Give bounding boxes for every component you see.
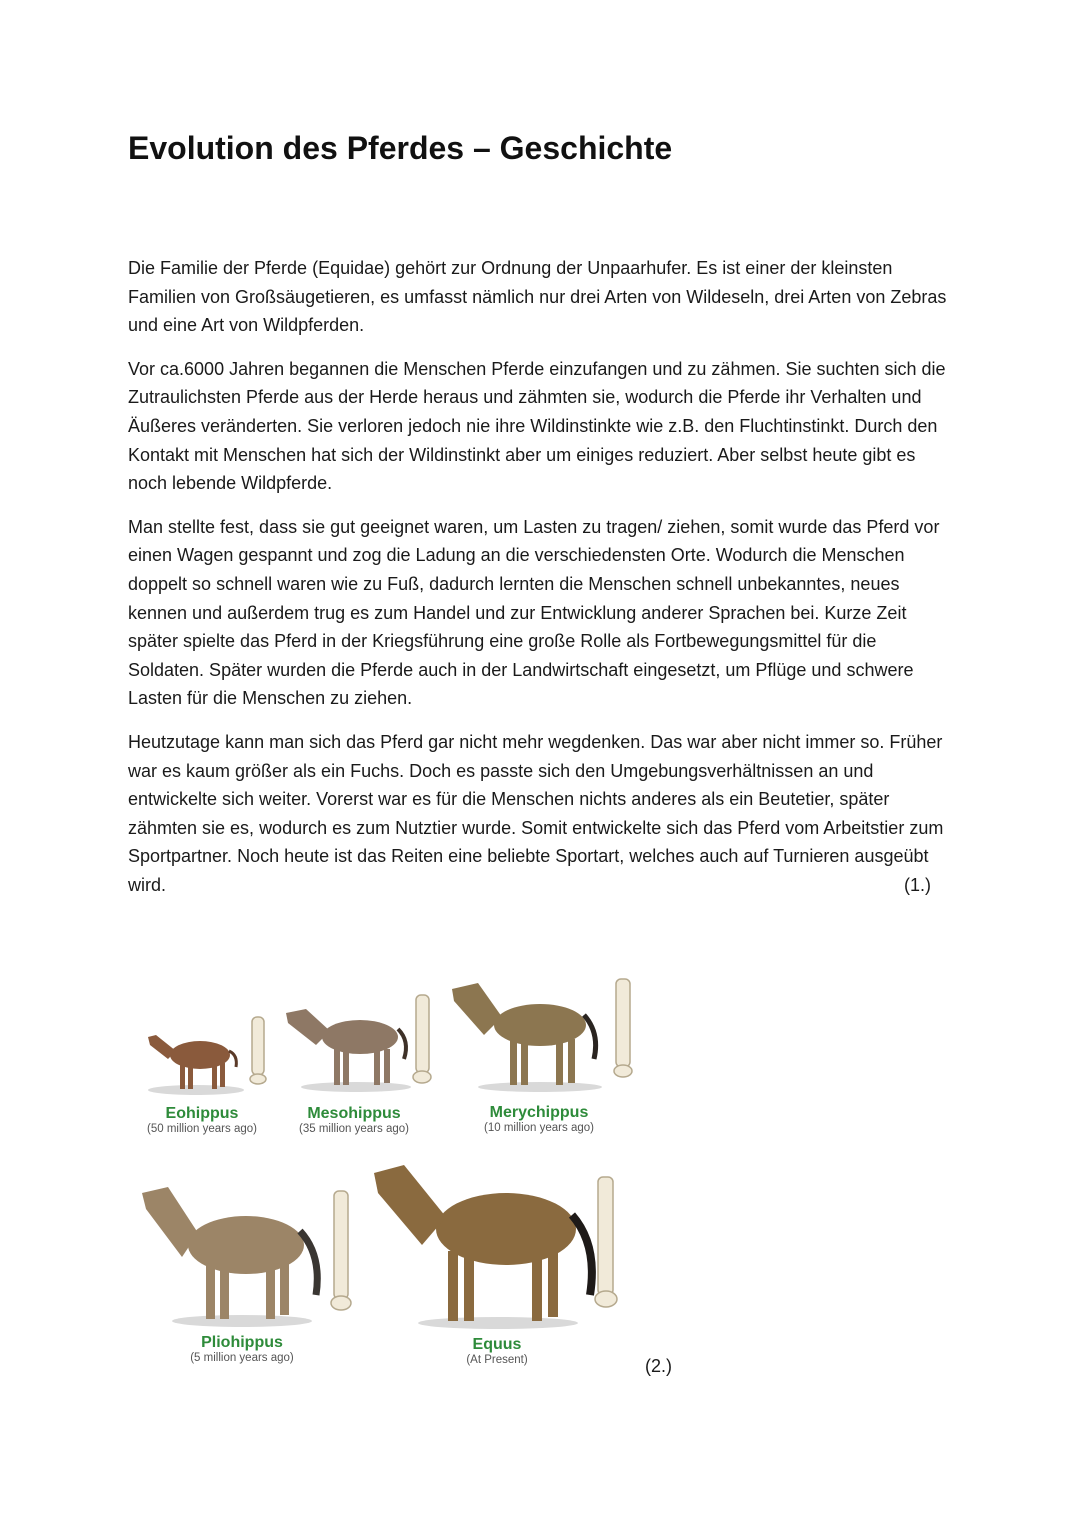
mesohippus-illustration	[286, 995, 431, 1092]
merychippus-illustration	[452, 979, 632, 1092]
mesohippus-age: (35 million years ago)	[299, 1123, 409, 1135]
mesohippus-label: Mesohippus	[307, 1105, 401, 1122]
equus-age: (At Present)	[466, 1354, 528, 1366]
horse-evolution-figure	[128, 955, 648, 1385]
mesohippus-foot-bone-icon	[413, 995, 431, 1083]
reference-2: (2.)	[645, 1356, 672, 1376]
merychippus-age: (10 million years ago)	[484, 1122, 594, 1134]
eohippus-age: (50 million years ago)	[147, 1123, 257, 1135]
eohippus-label: Eohippus	[165, 1105, 239, 1122]
reference-1: (1.)	[904, 874, 931, 895]
merychippus-foot-bone-icon	[614, 979, 632, 1077]
paragraph-2: Vor ca.6000 Jahren begannen die Menschen Pferde einzufangen und zu zähmen. Sie suchten sich die Zutraulichsten Pferde aus der Herde heraus und zähmten sie, wodurch die Pferde ihr Verhalten und Äußeres veränderten. Sie verloren jedoch nie ihre Wildinstinkte wie z.B. den Fluchtinstinkt. Durch den Kontakt mit Menschen hat sich der Wildinstinkt aber um einiges reduziert. Aber selbst heute gibt es noch lebende Wildpferde.	[128, 358, 946, 494]
horse-evolution-illustration	[128, 955, 648, 1385]
paragraph-1: Die Familie der Pferde (Equidae) gehört zur Ordnung der Unpaarhufer. Es ist einer der kleinsten Familien von Großsäugetieren, es umfasst nämlich nur drei Arten von Wildeseln, drei Arten von Zebras und eine Art von Wildpferden.	[128, 258, 947, 336]
merychippus-label: Merychippus	[489, 1104, 589, 1121]
pliohippus-label: Pliohippus	[201, 1334, 283, 1351]
paragraph-3: Man stellte fest, dass sie gut geeignet waren, um Lasten zu tragen/ ziehen, somit wurde das Pferd vor einen Wagen gespannt und zog die Ladung an die verschiedensten Orte. Wodurch die Menschen doppelt so schnell waren wie zu Fuß, dadurch lernten die Menschen schnell unbekanntes, neues kennen und außerdem trug es zum Handel und zur Entwicklung anderer Sprachen bei. Kurze Zeit später spielte das Pferd in der Kriegsführung eine große Rolle als Fortbewegungsmittel für die Soldaten. Später wurden die Pferde auch in der Landwirtschaft eingesetzt, um Pflüge und schwere Lasten für die Menschen zu ziehen.	[128, 516, 940, 709]
body-text	[128, 254, 953, 914]
pliohippus-foot-bone-icon	[331, 1191, 351, 1310]
equus-foot-bone-icon	[595, 1177, 617, 1307]
pliohippus-illustration	[142, 1187, 351, 1327]
paragraph-4	[128, 728, 953, 900]
paragraph-4-text: Heutzutage kann man sich das Pferd gar nicht mehr wegdenken. Das war aber nicht immer so. Früher war es kaum größer als ein Fuchs. Doch es passte sich den Umgebungsverhältnissen an und entwickelte sich weiter. Vorerst war es für die Menschen nichts anderes als ein Beutetier, später zähmten sie es, wodurch es zum Nutztier wurde. Somit entwickelte sich das Pferd vom Arbeitstier zum Sportpartner. Noch heute ist das Reiten eine beliebte Sportart, welches auch auf Turnieren ausgeübt wird.	[128, 731, 944, 895]
pliohippus-age: (5 million years ago)	[190, 1352, 294, 1364]
page-title: Evolution des Pferdes – Geschichte	[128, 130, 673, 166]
eohippus-illustration	[148, 1017, 266, 1095]
equus-illustration	[374, 1165, 617, 1329]
equus-label: Equus	[472, 1336, 522, 1353]
eohippus-foot-bone-icon	[250, 1017, 266, 1084]
